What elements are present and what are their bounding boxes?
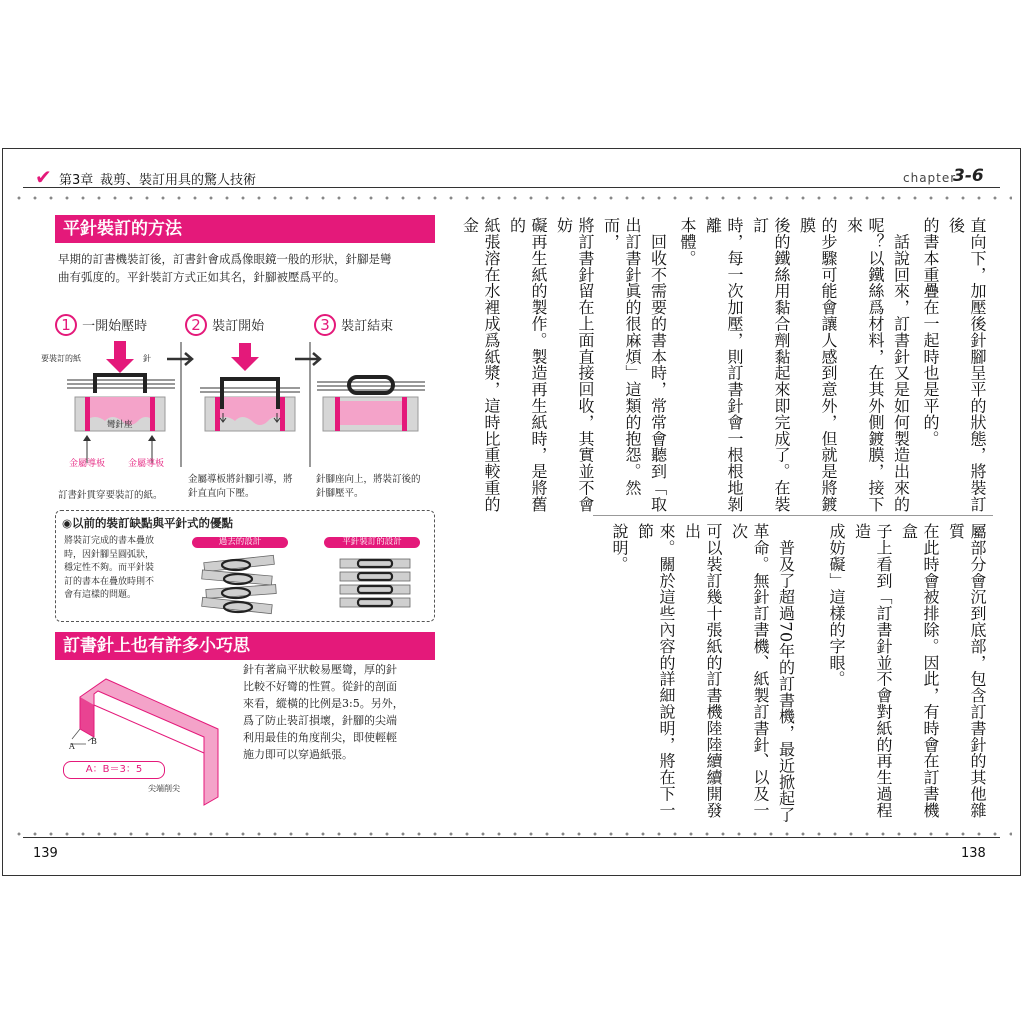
text-column: [801, 523, 822, 823]
caption-step-1: [58, 487, 183, 501]
ratio-label: A：B＝3：5: [63, 761, 165, 779]
text-column: 可以裝訂幾十張紙的訂書機陸陸續續開發出: [682, 523, 723, 819]
text-column: 屬部分會沉到底部，包含訂書針的其他雜質: [946, 523, 987, 819]
text-line: 針有著扁平狀較易壓彎，厚的針: [243, 663, 397, 676]
text-column: 時，每一次加壓，則訂書針會一根根地剝離: [703, 217, 744, 513]
text-column: 後的鐵絲用黏合劑黏起來即完成了。在裝訂: [750, 217, 791, 513]
label-paper: 要裝訂的紙: [41, 354, 81, 363]
comparison-box: [55, 510, 435, 622]
text-line: 爲了防止裝訂損壞，針腳的尖端: [243, 714, 397, 727]
next-arrow-icon: [167, 353, 192, 365]
caption-line: 針腳壓平。: [316, 488, 364, 499]
footer-rule: [23, 837, 1000, 838]
caption-step-3: [316, 473, 441, 501]
text-line: 施力即可以穿過紙張。: [243, 748, 353, 761]
header-dots: [11, 195, 1012, 201]
chapter-title: 裁剪、裝訂用具的驚人技術: [100, 173, 257, 188]
text-column: 出訂書針眞的很麻煩」這類的抱怨。然而，: [601, 217, 642, 496]
text-line: 將裝訂完成的書本疊放: [64, 536, 155, 546]
text-column: 紙張溶在水裡成爲紙漿，這時比重較重的金: [460, 217, 501, 513]
text-column: 革命。無針訂書機、紙製訂書針、以及一次: [729, 523, 770, 819]
step-number: 1: [55, 314, 77, 336]
label-staple: 針: [143, 354, 151, 363]
right-text-upper: [460, 217, 988, 517]
text-line: 來看，縱橫的比例是3:5。另外，: [243, 697, 404, 710]
label-anvil: 彎針座: [107, 420, 133, 430]
caption-line: 針腳座向上，將裝訂後的: [316, 474, 421, 485]
label-guide-left: 金屬導板: [69, 459, 106, 469]
text-column: 說明。: [610, 523, 629, 573]
text-line: 利用最佳的角度削尖，即使輕輕: [243, 731, 397, 744]
text-column: 的書本重疊在一起時也是平的。: [921, 217, 940, 447]
step-label: 裝訂開始: [212, 319, 265, 334]
text-line: 比較不好彎的性質。從針的剖面: [243, 680, 397, 693]
text-column: 話說回來，訂書針又是如何製造出來的: [891, 217, 911, 513]
text-line: 穩定性不夠。而平針裝: [64, 563, 155, 573]
comparison-text: [64, 535, 189, 603]
text-column: 普及了超過70年的訂書機，最近掀起了: [776, 523, 796, 823]
text-column: 成妨礙」這樣的字眼。: [827, 523, 846, 687]
text-line: 會有這樣的問題。: [64, 590, 137, 600]
right-text-lower: [588, 523, 988, 823]
text-column: 在此時會被排除。因此，有時會在訂書機盒: [899, 523, 940, 819]
chapter-label: 第3章: [59, 173, 94, 188]
text-column: 礙再生紙的製作。製造再生紙時，是將舊的: [507, 217, 548, 513]
step-1-drawing: [67, 341, 175, 463]
flat-stack-illustration: [332, 553, 422, 619]
step-label: 裝訂結束: [341, 319, 394, 334]
section-title-flat-stapling: [55, 215, 435, 243]
caption-line: 金屬導板將針腳引導，將: [188, 474, 293, 485]
label-a: A: [69, 742, 75, 751]
text-column: 呢？以鐵絲爲材料，在其外側鍍膜，接下來: [844, 217, 885, 513]
step-2-header: [185, 314, 264, 336]
stapling-diagram: [55, 337, 435, 467]
comparison-box-title: ◉以前的裝訂缺點與平針式的優點: [62, 516, 234, 530]
header-rule: [23, 187, 1000, 188]
page-number-right: 138: [961, 846, 986, 861]
intro-paragraph: [58, 250, 438, 286]
label-guide-right: 金屬導板: [128, 459, 165, 469]
chapter-word: chapter: [903, 171, 957, 185]
staple-detail-paragraph: [243, 661, 443, 763]
checkmark-icon: ✔: [35, 165, 52, 189]
label-b: B: [91, 737, 97, 746]
text-line: 時，因針腳呈圓弧狀，: [64, 549, 155, 560]
right-column-divider: [593, 515, 993, 516]
caption-line: 針直直向下壓。: [188, 488, 255, 499]
text-column: 直向下，加壓後針腳呈平的狀態，將裝訂後: [946, 217, 987, 513]
step-3-drawing: [317, 377, 425, 431]
text-column: 的步驟可能會讓人感到意外，但就是將鍍膜: [797, 217, 838, 513]
text-column: 將訂書針留在上面直接回收，其實並不會妨: [554, 217, 595, 513]
text-column: 本體。: [678, 217, 697, 267]
text-line: 訂的書本在疊放時則不: [64, 576, 155, 587]
step-number: 2: [185, 314, 207, 336]
intro-line: 早期的訂書機裝訂後，訂書針會成爲像眼鏡一般的形狀，針腳是彎: [58, 252, 392, 266]
section-number: 3-6: [953, 166, 984, 186]
label-tip: 尖端削尖: [148, 784, 180, 793]
section-title-text: 訂書針上也有許多小巧思: [63, 636, 250, 656]
step-1-header: [55, 314, 147, 336]
text-column: 回收不需要的書本時，常常會聽到「取: [648, 217, 668, 513]
caption-step-2: [188, 473, 313, 501]
intro-line: 曲有弧度的。平針裝訂方式正如其名，針腳被壓爲平的。: [58, 270, 346, 284]
section-title-staple-details: [55, 632, 435, 660]
pill-old-design: 過去的設計: [192, 537, 288, 548]
page-number-left: 139: [33, 846, 58, 861]
old-stack-illustration: [196, 553, 286, 619]
section-title-text: 平針裝訂的方法: [63, 219, 182, 239]
step-3-header: [314, 314, 393, 336]
text-column: 來。關於這些內容的詳細說明，將在下一節: [635, 523, 676, 819]
text-column: 子上看到「訂書針並不會對紙的再生過程造: [852, 523, 893, 819]
pill-flat-design: 平針裝訂的設計: [324, 537, 420, 548]
next-arrow-icon: [295, 353, 320, 365]
step-2-drawing: [200, 343, 300, 431]
book-spread: [2, 148, 1021, 876]
step-label: 一開始壓時: [82, 319, 148, 334]
caption-line: 訂書針貫穿要裝訂的紙。: [58, 490, 163, 501]
step-number: 3: [314, 314, 336, 336]
